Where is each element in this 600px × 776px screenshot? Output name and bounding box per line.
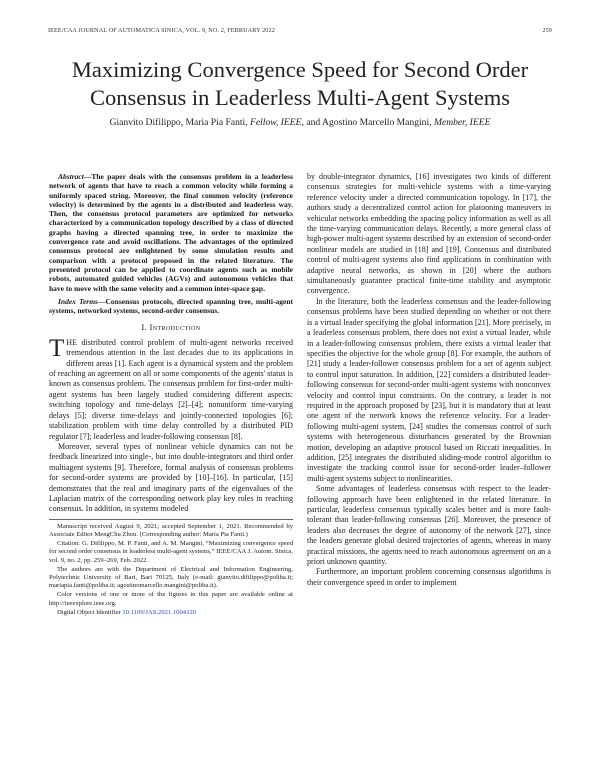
authors-part1: Gianvito Difilippo, Maria Pia Fanti,	[109, 117, 250, 128]
section-name: Introduction	[149, 323, 201, 333]
doi-link[interactable]: 10.1109/JAS.2021.1004320	[122, 608, 196, 616]
page-number: 259	[542, 27, 552, 34]
intro-paragraph-2: Moreover, several types of nonlinear vehicle dynamics can not be feedback linearized into single-, but into double-integrators and third order multiagent systems [9]. Therefore, formal analysis of consensus problems for second-order systems are provided by [10]–[16]. In particular, [15] demonstrates that the real and imaginary parts of the eigenvalues of the Laplacian matrix of the corresponding network play key roles in reaching consensus. In addition, in systems modeled	[49, 441, 293, 514]
index-terms	[49, 297, 293, 316]
journal-name: IEEE/CAA JOURNAL OF AUTOMATICA SINICA, VOL. 9, NO. 2, FEBRUARY 2022	[48, 27, 275, 34]
index-terms-label: Index Terms	[58, 296, 98, 306]
body-paragraph-advantages: Some advantages of leaderless consensus with respect to the leader-following approach have been enlightened in the related literature. In particular, leaderless consensus typically scales better and is more fault-tolerant than leader-following consensus [26]. Moreover, the presence of leaders also decreases the degree of autonomy of the network [27], since the leaders generate global desired trajectories of agents, whereas in many practical missions, the agents need to reach autonomous agreement on an a priori unknown quantity.	[307, 484, 551, 567]
index-terms-text: —Consensus protocols, directed spanning tree, multi-agent systems, networked systems, second-order consensus.	[49, 296, 293, 316]
section-heading-introduction	[49, 323, 293, 333]
footnote-manuscript: Manuscript received August 9, 2021; accepted September 1, 2021. Recommended by Associate Editor MengChu Zhou. (Corresponding author: Maria Pia Fanti.)	[49, 522, 293, 538]
body-paragraph-continued: by double-integrator dynamics, [16] investigates two kinds of different consensus strategies for multi-vehicle systems with a time-varying reference velocity under a directed communication topology. In [17], the authors study a decentralized control action for platooning maneuvers in vehicular networks embedding the spacing policy information as well as all the time-varying communication delays. Recently, a more general class of high-power multi-agent systems described by an extension of second-order nonlinear models are studied in [18] and [19]. Consensus and distributed control of multi-agent systems also find applications in combination with adaptive neural networks, as shown in [20] where the authors simultaneously guarantee practical finite-time stability and asymptotic convergence.	[307, 172, 551, 296]
doi-label: Digital Object Identifier	[57, 608, 123, 616]
footnote-doi	[49, 609, 293, 617]
running-header	[48, 27, 552, 34]
intro-paragraph-1-text: HE distributed control problem of multi-agent networks received tremendous attention in the last decades due to its applications in different areas [1]. Each agent is a dynamical system and the problem of reaching an agreement on all or some components of the agents' status is known as consensus problem. The consensus problem for first-order multi-agent systems has been largely studied considering different aspects: switching topology and time-delays [2]–[4]; nonuniform time-varying delays [5]; diverse time-delays and jointly-connected topologies [6]; stabilization problem with time delay controlled by a distributed PID regulator [7]; leaderless and leader-following consensus [8].	[49, 337, 293, 441]
right-column	[307, 172, 551, 588]
fellow-grade: Fellow, IEEE	[250, 117, 302, 128]
body-paragraph-convergence: Furthermore, an important problem concerning consensus algorithms is their convergence speed in order to implement	[307, 567, 551, 587]
abstract-text: —The paper deals with the consensus problem in a leaderless network of agents that have to reach a common velocity while forming a uniformly spaced string. Moreover, the final common velocity (reference velocity) is determined by the agents in a distributed and leaderless way. Then, the consensus protocol parameters are optimized for networks characterized by a communication topology described by a class of directed graphs having a directed spanning tree, in order to maximize the convergence rate and avoid oscillations. The advantages of the optimized consensus protocol are enlightened by some simulation results and comparison with a protocol proposed in the related literature. The presented protocol can be applied to coordinate agents such as mobile robots, automated guided vehicles (AGVs) and autonomous vehicles that have to move with the same velocity and a common inter-space gap.	[49, 172, 293, 293]
authors-part2: , and Agostino Marcello Mangini,	[301, 117, 434, 128]
member-grade: Member, IEEE	[433, 117, 491, 128]
author-list	[30, 117, 570, 128]
paper-title: Maximizing Convergence Speed for Second Order Consensus in Leaderless Multi-Agent Systems	[71, 57, 529, 110]
left-column	[49, 172, 293, 618]
section-numeral: I.	[141, 323, 148, 333]
abstract	[49, 172, 293, 293]
drop-cap: T	[49, 334, 65, 362]
intro-paragraph-1	[49, 334, 293, 442]
abstract-label: Abstract	[58, 172, 84, 181]
footnote-color-versions: Color versions of one or more of the figures in this paper are available online at http://ieeexplore.ieee.org.	[49, 591, 293, 607]
footnotes	[49, 519, 293, 617]
body-paragraph-leaderless: In the literature, both the leaderless consensus and the leader-following consensus problems have been studied depending on whether or not there is a virtual leader specifying the global information [21]. More precisely, in a leaderless consensus problem, there does not exist a virtual leader, while in a leader-following consensus problem, there exists a virtual leader that specifies the objective for the whole group [8]. For example, the authors of [21] study a leader-follower consensus problem for a set of agents subject to control input saturation. In addition, [22] considers a distributed leader-following consensus for second-order multi-agent systems with nonconvex velocity and control input constraints. On the contrary, a leader is not required in the approach proposed by [23], but it is mandatory that at least one agent of the network knows the reference velocity. For a leader-following multi-agent system, [24] studies the consensus control of such systems with heterogeneous disturbances generated by the Brownian motion, developing an adaptive protocol based on Riccati inequalities. In addition, [25] integrates the distributed sliding-mode control algorithm to investigate the tracking control issue for second-order leader–follower multi-agent systems subject to nonlinearities.	[307, 296, 551, 483]
footnote-citation: Citation: G. Difilippo, M. P. Fanti, and A. M. Mangini, “Maximizing convergence speed for second order consensus in leaderless multi-agent systems,” IEEE/CAA J. Autom. Sinica, vol. 9, no. 2, pp. 259–269, Feb. 2022.	[49, 540, 293, 564]
footnote-affiliation: The authors are with the Department of Electrical and Information Engineering, Polytechnic University of Bari, Bari 70125, Italy (e-mail: gianvito.difilippo@poliba.it; mariapia.fanti@poliba.it; agostinomarcello.mangini@poliba.it).	[49, 565, 293, 590]
